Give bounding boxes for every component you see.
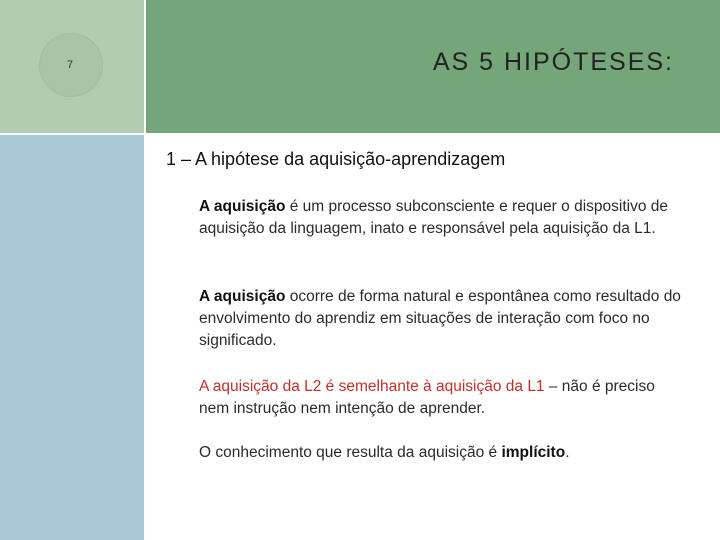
slide-subtitle: 1 – A hipótese da aquisição-aprendizagem bbox=[166, 149, 506, 169]
paragraph-4-end: . bbox=[565, 444, 570, 461]
slide-number: 7 bbox=[66, 59, 74, 71]
paragraph-4 bbox=[199, 442, 689, 464]
paragraph-2-lead: A aquisição bbox=[199, 288, 286, 305]
paragraph-4-emphasis: implícito bbox=[501, 444, 566, 461]
paragraph-3 bbox=[199, 376, 689, 420]
paragraph-1 bbox=[199, 196, 689, 240]
paragraph-2 bbox=[199, 286, 689, 352]
sidebar-bottom-panel bbox=[0, 135, 144, 540]
paragraph-1-text: é um processo subconsciente e requer o dispositivo de aquisição da linguagem, inato e responsável pela aquisição da L1. bbox=[199, 198, 668, 237]
slide-title: AS 5 HIPÓTESES: bbox=[432, 48, 674, 76]
slide-number-badge bbox=[39, 33, 103, 97]
paragraph-4-text: O conhecimento que resulta da aquisição é bbox=[199, 444, 502, 461]
paragraph-2-text: ocorre de forma natural e espontânea como resultado do envolvimento do aprendiz em situações de interação com foco no significado. bbox=[199, 288, 681, 349]
paragraph-1-lead: A aquisição bbox=[199, 198, 286, 215]
paragraph-3-text: – não é preciso nem instrução nem intenção de aprender. bbox=[199, 378, 655, 417]
paragraph-3-highlight: A aquisição da L2 é semelhante à aquisição da L1 bbox=[199, 378, 545, 395]
